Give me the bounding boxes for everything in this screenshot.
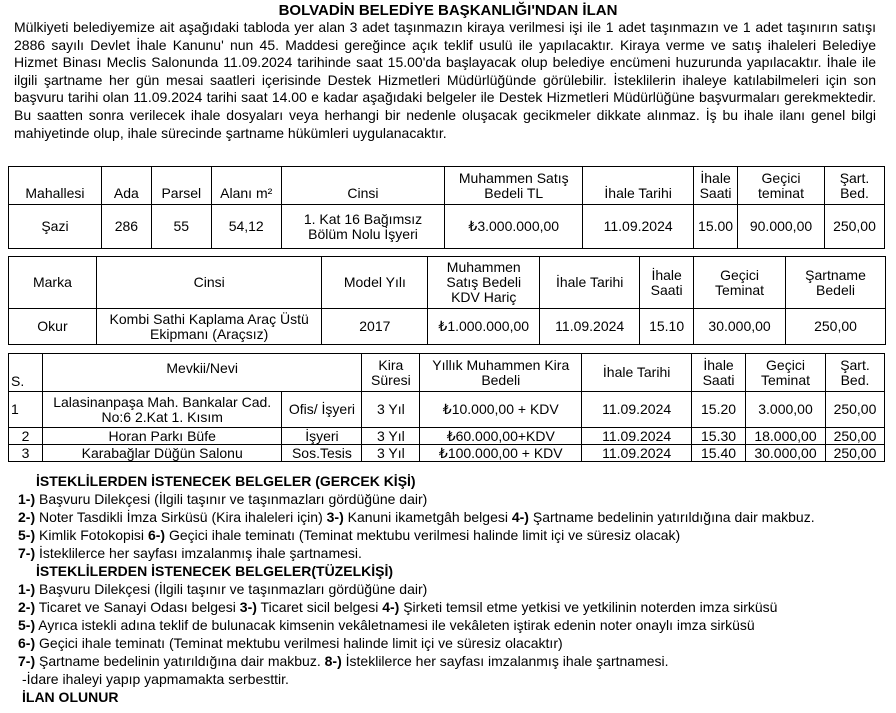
item-number: 7-)	[18, 545, 36, 561]
cell-saat: 15.00	[694, 205, 738, 249]
table-row	[9, 445, 885, 462]
header-cell: Marka	[9, 257, 97, 309]
cell-alan: 54,12	[211, 205, 281, 249]
requirement-line	[18, 598, 888, 616]
header-cell: Cinsi	[96, 257, 322, 309]
requirements-section	[18, 472, 888, 706]
header-cell: Geçici Teminat	[694, 257, 786, 309]
header-cell: Mahallesi	[9, 167, 102, 205]
requirement-line	[18, 508, 888, 526]
item-number: 2-)	[18, 599, 36, 615]
rental-table	[8, 353, 885, 462]
requirement-line	[18, 616, 888, 634]
header-cell: Şartname Bedeli	[786, 257, 886, 309]
cell-teminat: 90.000,00	[738, 205, 825, 249]
table-row	[9, 309, 886, 345]
header-cell: İhale Saati	[692, 354, 746, 392]
cell-teminat: 30.000,00	[694, 309, 786, 345]
item-number: 4-)	[382, 599, 400, 615]
item-number: 8-)	[324, 653, 342, 669]
closing-statement: İLAN OLUNUR	[22, 689, 119, 705]
cell-teminat: 30.000,00	[746, 445, 826, 462]
cell-sure: 3 Yıl	[362, 392, 420, 428]
item-number: 2-)	[18, 509, 36, 525]
item-text: İsteklilerce her sayfası imzalanmış ihale şartnamesi.	[35, 545, 362, 561]
item-number: 1-)	[18, 491, 36, 507]
cell-mahalle: Şazi	[9, 205, 102, 249]
item-text: Şartname bedelinin yatırıldığına dair makbuz.	[528, 509, 815, 525]
cell-sartname: 250,00	[825, 445, 884, 462]
header-cell: Geçici teminat	[738, 167, 825, 205]
header-cell: Mevkii/Nevi	[42, 354, 361, 392]
table-header-row	[9, 167, 885, 205]
header-cell: Muhammen Satış Bedeli KDV Hariç	[428, 257, 540, 309]
header-cell: Cinsi	[281, 167, 445, 205]
cell-bedel: ₺60.000,00+KDV	[420, 428, 582, 445]
item-text: Şirketi temsil etme yetkisi ve yetkilinin noterden imza sirküsü	[399, 599, 778, 615]
cell-tarih: 11.09.2024	[540, 309, 640, 345]
header-cell: Alanı m²	[211, 167, 281, 205]
cell-sure: 3 Yıl	[362, 428, 420, 445]
item-text: Kanuni ikametgâh belgesi	[343, 509, 512, 525]
header-cell: İhale Tarihi	[583, 167, 694, 205]
requirement-line	[18, 652, 888, 670]
item-number: 1-)	[18, 581, 36, 597]
cell-teminat: 18.000,00	[746, 428, 826, 445]
cell-marka: Okur	[9, 309, 97, 345]
cell-nevi: İşyeri	[282, 428, 362, 445]
table-header-row	[9, 257, 886, 309]
item-text: Noter Tasdikli İmza Sirküsü (Kira ihaleleri için)	[35, 509, 327, 525]
table-row	[9, 428, 885, 445]
item-number: 7-)	[18, 653, 36, 669]
item-text: Kimlik Fotokopisi	[35, 527, 148, 543]
cell-tarih: 11.09.2024	[582, 445, 692, 462]
header-cell: Yıllık Muhammen Kira Bedeli	[420, 354, 582, 392]
cell-saat: 15.10	[640, 309, 694, 345]
cell-sure: 3 Yıl	[362, 445, 420, 462]
item-text: Geçici ihale teminatı (Teminat mektubu verilmesi halinde limit içi ve süresiz olacaktır)	[35, 635, 563, 651]
cell-nevi: Sos.Tesis	[282, 445, 362, 462]
item-number: 3-)	[239, 599, 257, 615]
item-number: 4-)	[511, 509, 529, 525]
header-cell: Model Yılı	[322, 257, 428, 309]
requirement-line	[18, 490, 888, 508]
intro-paragraph: Mülkiyeti belediyemize ait aşağıdaki tabloda yer alan 3 adet taşınmazın kiraya verilmesi işi ile 1 adet taşınmazın ve 1 adet taşınırın satışı 2886 sayılı Devlet İhale Kanunu' nun 45. Maddesi gereğince açık teklif usulü ile yapılacaktır. Kiraya verme ve satış ihaleleri Belediye Hizmet Binası Meclis Salonunda 11.09.2024 tarihinde saat 15.00'da başlayacak olup belediye encümeni huzurunda yapılacaktır. İhale ile ilgili şartname her gün mesai saatleri içerisinde Destek Hizmetleri Müdürlüğünde görülebilir. İsteklilerin ihaleye katılabilmeleri için son başvuru tarihi olan 11.09.2024 tarihi saat 14.00 e kadar aşağıdaki belgeler ile Destek Hizmetleri Müdürlüğüne başvurmaları gerekmektedir. Bu saatten sonra verilecek ihale dosyaları veya herhangi bir nedenle oluşacak gecikmeler dikkate alınmaz. İş bu ihale ilanı genel bilgi mahiyetinde olup, ihale sürecinde şartname hükümleri uygulanacaktır.	[14, 19, 876, 141]
requirement-line	[18, 526, 888, 544]
cell-saat: 15.40	[692, 445, 746, 462]
requirement-line	[18, 544, 888, 562]
item-text: Şartname bedelinin yatırıldığına dair makbuz.	[35, 653, 325, 669]
cell-ada: 286	[101, 205, 151, 249]
cell-sartname: 250,00	[825, 392, 884, 428]
item-number: 3-)	[326, 509, 344, 525]
cell-sira: 3	[9, 445, 43, 462]
header-cell: Parsel	[151, 167, 211, 205]
item-number: 5-)	[18, 527, 36, 543]
header-cell: Geçici Teminat	[746, 354, 826, 392]
item-text: Başvuru Dilekçesi (İlgili taşınır ve taşınmazları gördüğüne dair)	[35, 491, 428, 507]
cell-parsel: 55	[151, 205, 211, 249]
header-cell: İhale Tarihi	[582, 354, 692, 392]
table-row	[9, 392, 885, 428]
item-text: Ayrıca istekli adına teklif de bulunacak kimsenin vekâletnamesi ile vekâleten iştirak edenin noter onaylı imza sirküsü	[35, 617, 755, 633]
cell-nevi: Ofis/ İşyeri	[282, 392, 362, 428]
table-header-row	[9, 354, 885, 392]
requirement-line	[18, 580, 888, 598]
cell-sartname: 250,00	[825, 428, 884, 445]
cell-sira: 1	[9, 392, 43, 428]
cell-mevkii: Horan Parkı Büfe	[42, 428, 282, 445]
header-cell: Kira Süresi	[362, 354, 420, 392]
item-text: Başvuru Dilekçesi (İlgili taşınır ve taşınmazları gördüğüne dair)	[35, 581, 428, 597]
item-number: 5-)	[18, 617, 36, 633]
cell-bedel: ₺10.000,00 + KDV	[420, 392, 582, 428]
item-text: Ticaret ve Sanayi Odası belgesi	[35, 599, 240, 615]
item-number: 6-)	[18, 635, 36, 651]
cell-bedel: ₺3.000.000,00	[445, 205, 583, 249]
header-cell: İhale Tarihi	[540, 257, 640, 309]
item-number: 6-)	[147, 527, 166, 543]
cell-tarih: 11.09.2024	[582, 428, 692, 445]
cell-tarih: 11.09.2024	[582, 392, 692, 428]
cell-mevkii: Lalasinanpaşa Mah. Bankalar Cad. No:6 2.Kat 1. Kısım	[42, 392, 282, 428]
cell-saat: 15.20	[692, 392, 746, 428]
cell-saat: 15.30	[692, 428, 746, 445]
cell-teminat: 3.000,00	[746, 392, 826, 428]
header-cell: S.	[9, 354, 43, 392]
header-cell: Ada	[101, 167, 151, 205]
item-text: Ticaret sicil belgesi	[256, 599, 383, 615]
gercek-kisi-heading: İSTEKLİLERDEN İSTENECEK BELGELER (GERCEK KİŞİ)	[36, 473, 416, 489]
cell-tarih: 11.09.2024	[583, 205, 694, 249]
item-text: Geçici ihale teminatı (Teminat mektubu verilmesi halinde limit içi ve süresiz olacak)	[165, 527, 681, 543]
item-text: İsteklilerce her sayfası imzalanmış ihale şartnamesi.	[341, 653, 669, 669]
cell-sira: 2	[9, 428, 43, 445]
cell-cinsi: 1. Kat 16 Bağımsız Bölüm Nolu İşyeri	[281, 205, 445, 249]
footer-note: -İdare ihaleyi yapıp yapmamakta serbesttir.	[22, 671, 289, 687]
header-cell: Muhammen Satış Bedeli TL	[445, 167, 583, 205]
header-cell: İhale Saati	[640, 257, 694, 309]
page-title: BOLVADİN BELEDİYE BAŞKANLIĞI'NDAN İLAN	[278, 2, 618, 19]
header-cell: Şart. Bed.	[825, 354, 884, 392]
cell-model-yili: 2017	[322, 309, 428, 345]
header-cell: İhale Saati	[694, 167, 738, 205]
cell-cinsi: Kombi Sathi Kaplama Araç Üstü Ekipmanı (Araçsız)	[96, 309, 322, 345]
tuzel-kisi-heading: İSTEKLİLERDEN İSTENECEK BELGELER(TÜZELKİŞİ)	[36, 563, 394, 579]
requirement-line	[18, 634, 888, 652]
cell-mevkii: Karabağlar Düğün Salonu	[42, 445, 282, 462]
cell-bedel: ₺100.000,00 + KDV	[420, 445, 582, 462]
cell-sartname: 250,00	[824, 205, 884, 249]
table-row	[9, 205, 885, 249]
cell-bedel: ₺1.000.000,00	[428, 309, 540, 345]
header-cell: Şart. Bed.	[824, 167, 884, 205]
property-sale-table	[8, 166, 885, 249]
vehicle-equipment-sale-table	[8, 256, 886, 345]
cell-sartname: 250,00	[786, 309, 886, 345]
